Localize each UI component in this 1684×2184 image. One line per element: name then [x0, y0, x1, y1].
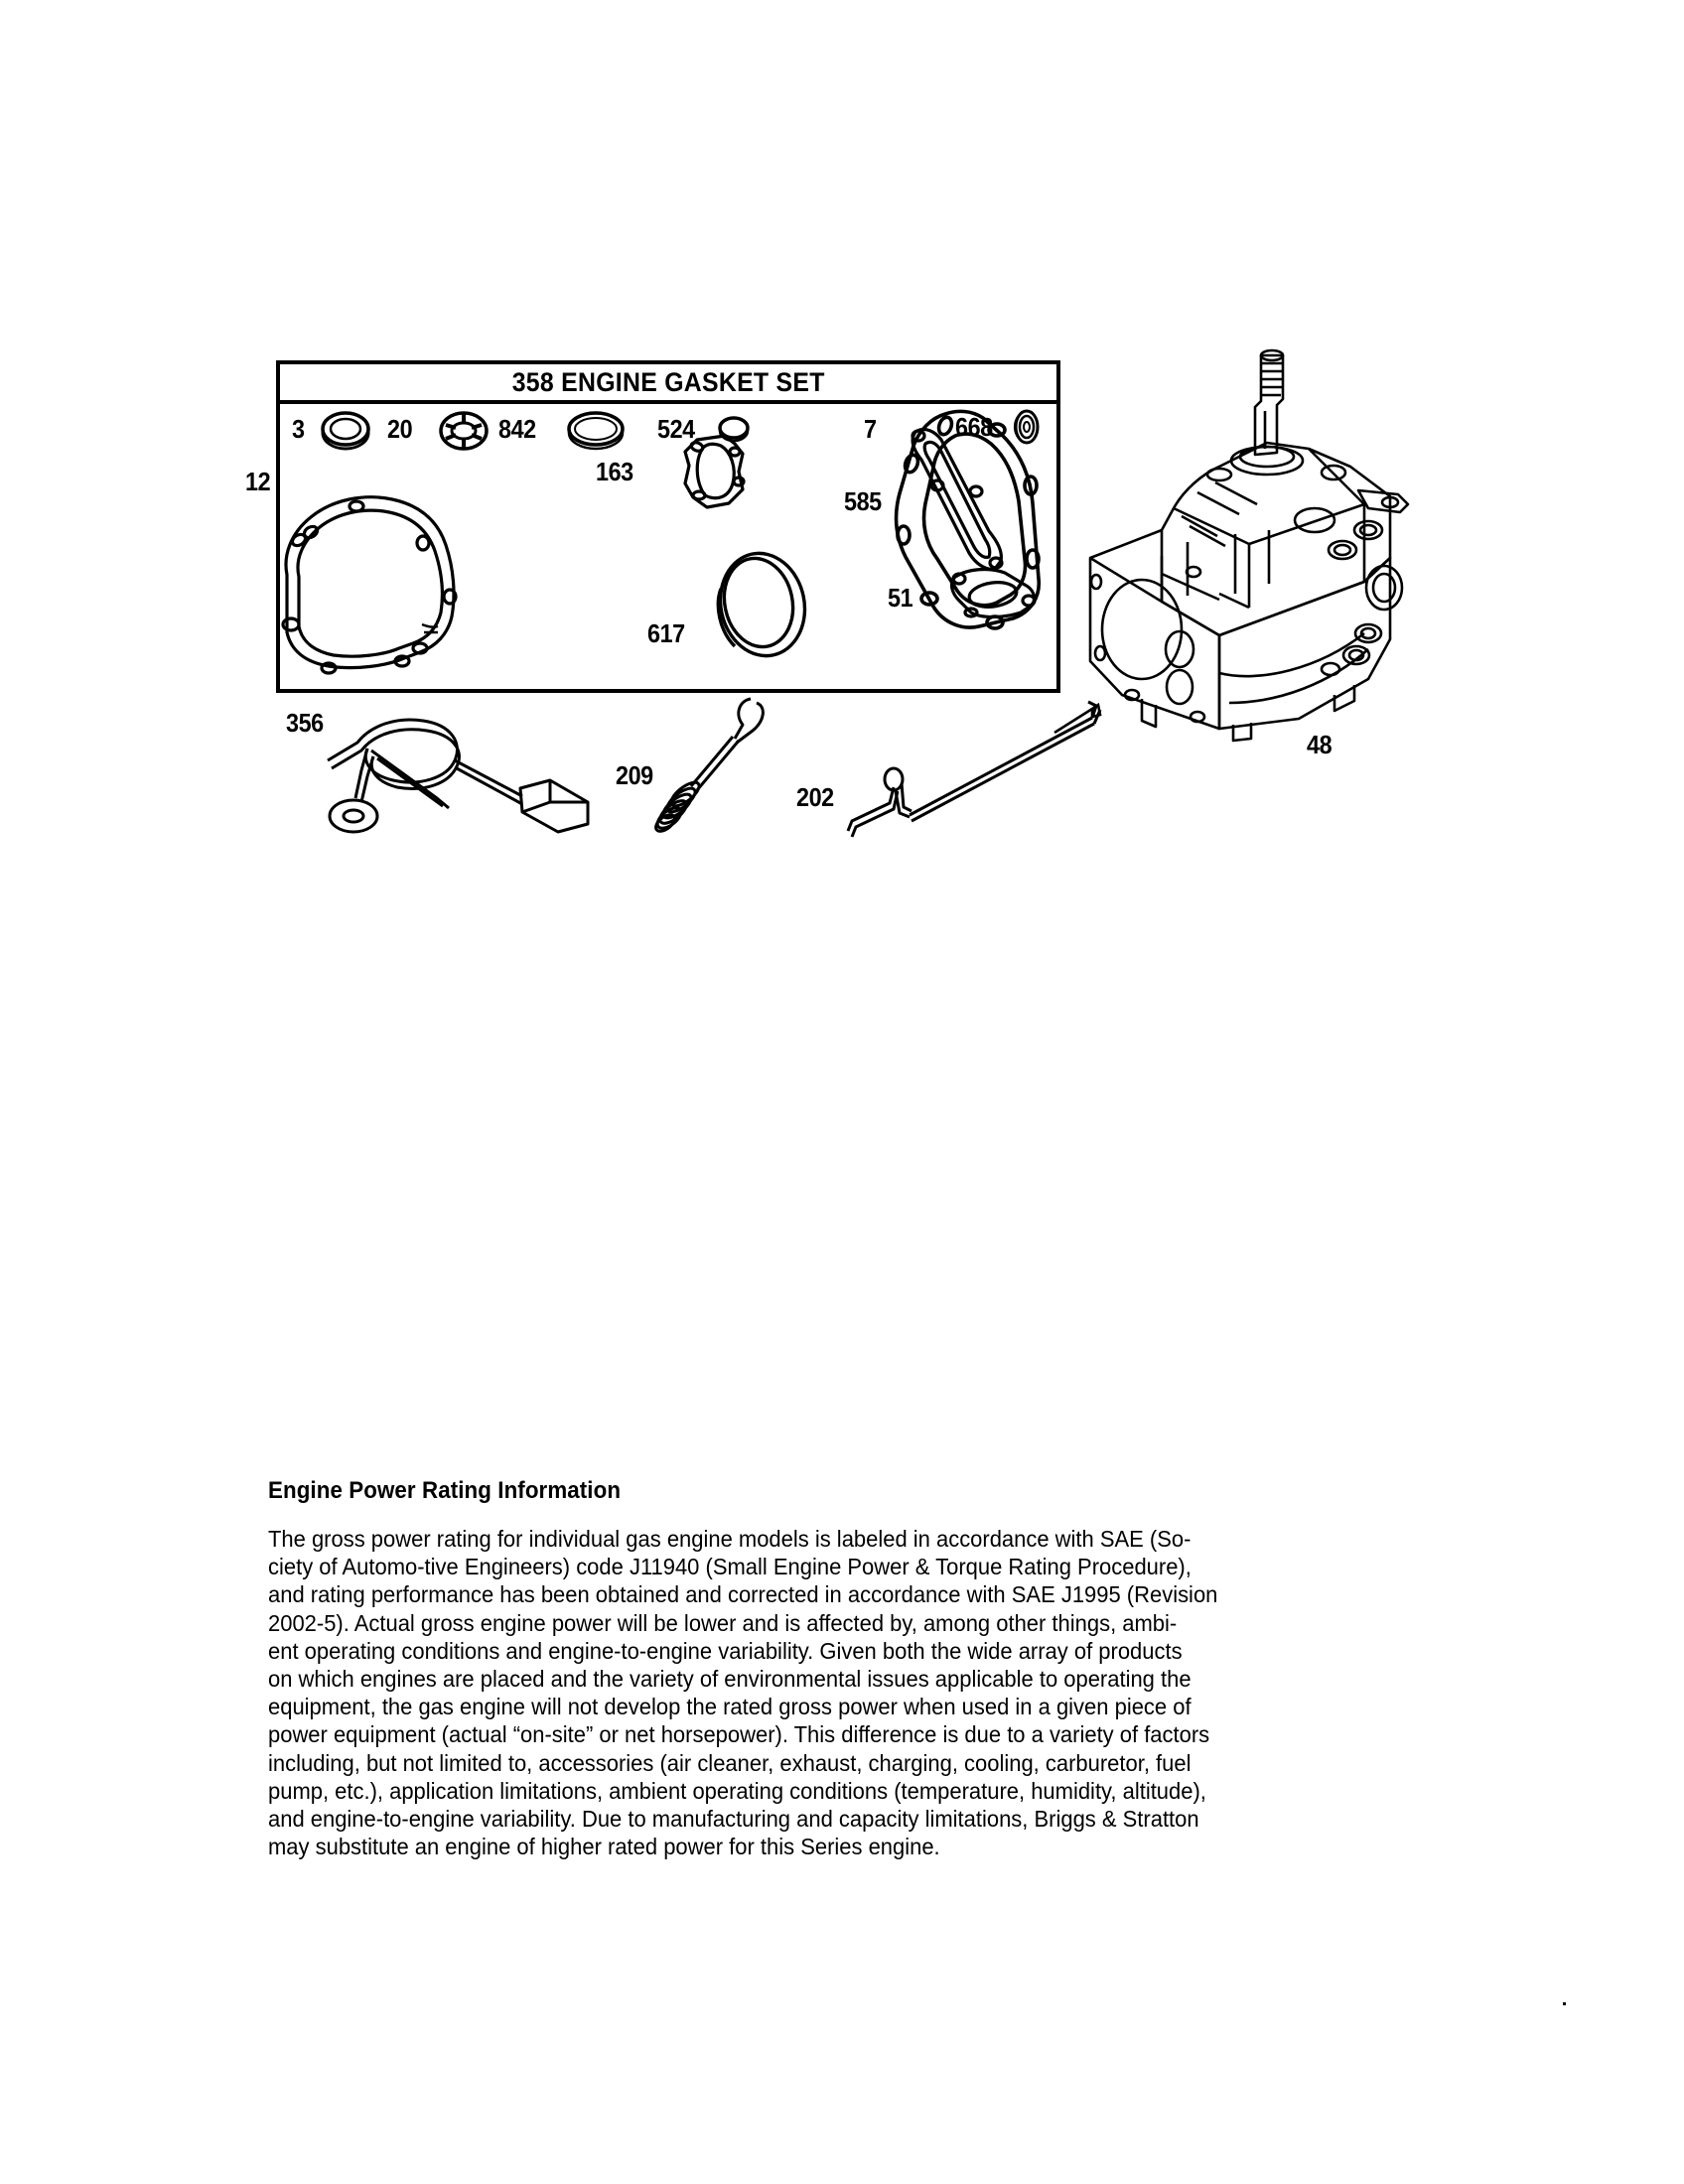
part-48-leader-line	[1052, 703, 1122, 743]
page-artifact-dot	[1563, 2002, 1566, 2005]
power-rating-line: and engine-to-engine variability. Due to manufacturing and capacity limitations, Briggs & Stratton	[268, 1806, 1199, 1833]
power-rating-line: and rating performance has been obtained and corrected in accordance with SAE J1995 (Revision	[268, 1581, 1218, 1608]
callout-842: 842	[498, 414, 536, 444]
o-ring-gasket-art	[709, 545, 812, 662]
crankcase-sump-gasket-art	[225, 483, 513, 682]
power-rating-line: power equipment (actual “on-site” or net horsepower). This difference is due to a variety of factors	[268, 1721, 1210, 1748]
callout-617: 617	[647, 618, 685, 648]
power-rating-line: 2002-5). Actual gross engine power will be lower and is affected by, among other things, ambi-	[268, 1609, 1178, 1636]
callout-20: 20	[387, 414, 413, 444]
callout-524: 524	[657, 414, 695, 444]
callout-202: 202	[796, 782, 834, 812]
crankshaft-seal-art	[320, 410, 371, 452]
power-rating-line: ent operating conditions and engine-to-engine variability. Given both the wide array of products	[268, 1637, 1183, 1664]
gasket-set-title: 358 ENGINE GASKET SET	[511, 366, 825, 397]
breather-gasket-art	[437, 406, 491, 454]
callout-3: 3	[292, 414, 305, 444]
governor-spring-art	[653, 695, 772, 834]
power-rating-line: equipment, the gas engine will not develop the rated gross power when used in a given piece of	[268, 1694, 1192, 1720]
ring-gasket-art	[566, 410, 626, 452]
power-rating-line: on which engines are placed and the variety of environmental issues applicable to operating the	[268, 1666, 1192, 1693]
callout-51: 51	[888, 583, 913, 613]
callout-163: 163	[596, 457, 633, 486]
parts-diagram-area	[0, 0, 1684, 893]
gasket-set-box	[245, 360, 1060, 693]
callout-585: 585	[844, 486, 882, 516]
callout-356: 356	[286, 708, 324, 738]
power-rating-body	[268, 1525, 1382, 1860]
ignition-stop-wire-art	[328, 703, 635, 842]
power-rating-line: ciety of Automo-tive Engineers) code J11940 (Small Engine Power & Torque Rating Procedure),	[268, 1554, 1192, 1580]
power-rating-heading: Engine Power Rating Information	[268, 1477, 622, 1504]
power-rating-line: including, but not limited to, accessories (air cleaner, exhaust, charging, cooling, carburetor, fuel	[268, 1749, 1192, 1776]
intake-manifold-gasket-art	[941, 563, 1041, 622]
callout-48: 48	[1307, 730, 1333, 759]
callout-668: 668	[955, 412, 993, 442]
carburetor-mount-gasket-art	[677, 432, 753, 513]
callout-209: 209	[616, 760, 653, 790]
gasket-set-title-bar	[280, 364, 1056, 404]
power-rating-line: The gross power rating for individual gas engine models is labeled in accordance with SAE (So-	[268, 1526, 1192, 1552]
cylinder-block-assembly-art	[1070, 345, 1438, 743]
engine-power-rating-section	[268, 1477, 1385, 1860]
power-rating-line: pump, etc.), application limitations, ambient operating conditions (temperature, humidity, altitude),	[268, 1777, 1206, 1804]
callout-7: 7	[864, 414, 877, 444]
power-rating-line: may substitute an engine of higher rated power for this Series engine.	[268, 1834, 940, 1860]
callout-12: 12	[245, 467, 271, 496]
